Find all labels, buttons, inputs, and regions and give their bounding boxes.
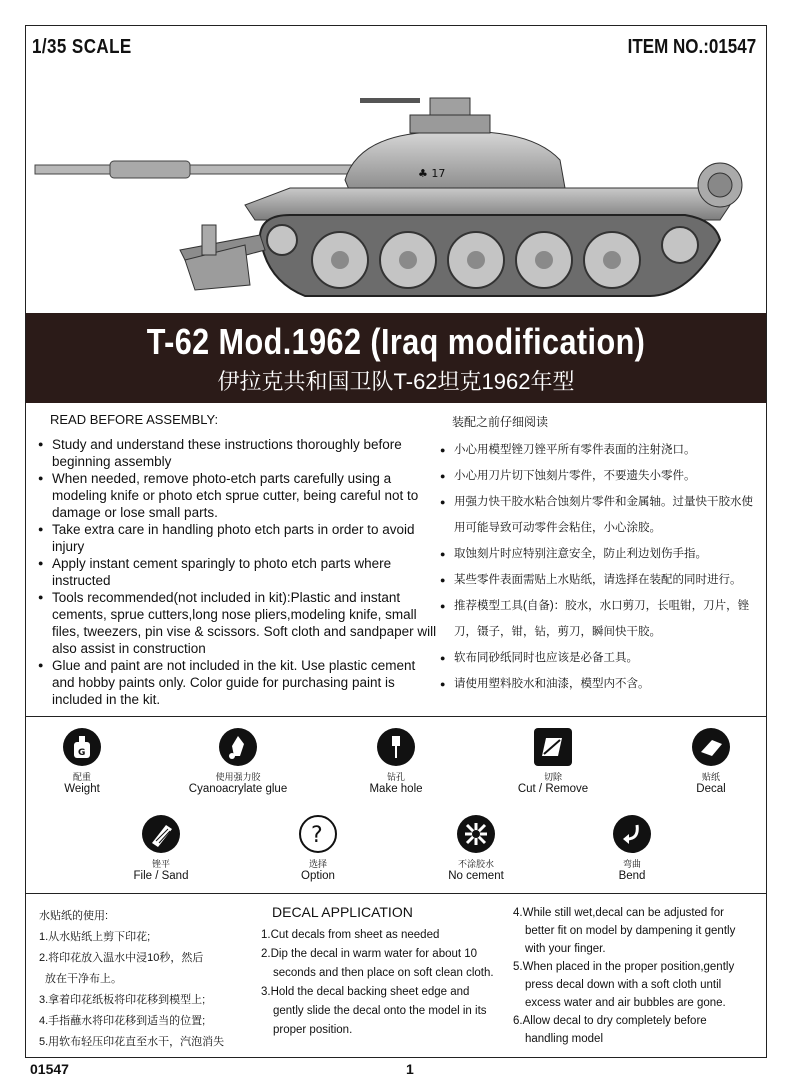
legend-weight	[22, 728, 142, 795]
decal-step: press decal down with a soft cloth until	[525, 979, 722, 991]
legend-hole	[336, 728, 456, 795]
svg-text:G: G	[78, 748, 86, 758]
icon-label: Make hole	[369, 783, 423, 795]
decal-instructions-cn	[39, 906, 224, 1053]
list-item: ● Glue and paint are not included in the kit. Use plastic cement and hobby paints only. Color guide for purchasing paint is included in the kit.	[38, 657, 438, 708]
decal-step: with your finger.	[525, 943, 606, 955]
icon-label: No cement	[448, 870, 504, 882]
read-before-list-cn	[440, 437, 760, 697]
decal-step: 6.Allow decal to dry completely before	[513, 1015, 707, 1027]
bend-icon	[613, 815, 651, 853]
read-before-heading-cn: 装配之前仔细阅读	[452, 415, 549, 429]
icon-label: Option	[301, 870, 335, 882]
decal-step-cn: 1.从水贴纸上剪下印花;	[39, 931, 151, 943]
decal-step-cn: 4.手指蘸水将印花移到适当的位置;	[39, 1015, 206, 1027]
list-item: ● Take extra care in handling photo etch parts in order to avoid injury	[38, 521, 438, 555]
icon-label: Cyanoacrylate glue	[188, 783, 288, 795]
divider	[26, 893, 766, 894]
decal-step: seconds and then place on soft clean cloth.	[273, 967, 494, 979]
decal-step-cn: 3.拿着印花纸板将印花移到模型上;	[39, 994, 206, 1006]
decal-step: 3.Hold the decal backing sheet edge and	[261, 986, 470, 998]
decal-step: 4.While still wet,decal can be adjusted for	[513, 907, 724, 919]
list-item: ● 用强力快干胶水粘合蚀刻片零件和金属轴。过量快干胶水使用可能导致可动零件会粘住，小心涂胶。	[440, 489, 760, 541]
item-code: 01547	[30, 1061, 69, 1077]
legend-decal	[651, 728, 771, 795]
list-item: ● When needed, remove photo-etch parts carefully using a modeling knife or photo etch sprue cutter, being careful not to damage or lose small parts.	[38, 470, 438, 521]
list-item: ● Study and understand these instructions thoroughly before beginning assembly	[38, 436, 438, 470]
list-item: ● 取蚀刻片时应特别注意安全，防止利边划伤手指。	[440, 541, 760, 567]
list-item: ● 软布同砂纸同时也应该是必备工具。	[440, 645, 760, 671]
turret-marking: ♣ 17	[418, 167, 446, 180]
icon-label-cn: 贴纸	[701, 772, 720, 782]
list-item: ● 小心用模型锉刀锉平所有零件表面的注射浇口。	[440, 437, 760, 463]
decal-step: gently slide the decal onto the model in its	[273, 1005, 487, 1017]
list-item: ● 推荐模型工具(自备)：胶水，水口剪刀，长咀钳，刀片，锉刀，镊子，钳，钻，剪刀，瞬间快干胶。	[440, 593, 760, 645]
decal-step: 2.Dip the decal in warm water for about 10	[261, 948, 478, 960]
icon-label-cn: 切除	[543, 772, 562, 782]
cut-icon	[534, 728, 572, 766]
drill-icon	[377, 728, 415, 766]
tank-drawing	[30, 70, 760, 315]
list-item: ● Apply instant cement sparingly to photo etch parts where instructed	[38, 555, 438, 589]
read-before-heading: READ BEFORE ASSEMBLY:	[50, 412, 219, 427]
icon-label: Weight	[64, 783, 100, 795]
decal-heading-cn: 水贴纸的使用:	[39, 910, 109, 922]
legend-bend	[572, 815, 692, 882]
icon-label-cn: 配重	[72, 772, 91, 782]
legend-cut	[493, 728, 613, 795]
title-banner	[26, 313, 766, 403]
divider	[26, 716, 766, 717]
icon-label-cn: 使用强力胶	[215, 772, 261, 782]
decal-steps-left	[261, 926, 516, 1040]
icon-label-cn: 弯曲	[622, 859, 641, 869]
tank-illustration	[30, 70, 760, 315]
decal-step-cn: 5.用软布轻压印花直至水干，汽泡消失	[39, 1036, 225, 1048]
model-title-cn: 伊拉克共和国卫队T-62坦克1962年型	[217, 369, 575, 394]
decal-steps-right	[513, 904, 763, 1048]
read-before-list	[38, 436, 438, 708]
weight-icon	[63, 728, 101, 766]
item-number: ITEM NO.:01547	[627, 36, 756, 58]
decal-heading: DECAL APPLICATION	[272, 904, 413, 920]
legend-option	[258, 815, 378, 882]
icon-label-cn: 选择	[308, 859, 327, 869]
question-mark-icon	[299, 815, 337, 853]
decal-step: 5.When placed in the proper position,gently	[513, 961, 735, 973]
icon-label-cn: 锉平	[151, 859, 170, 869]
page-number: 1	[406, 1061, 414, 1077]
decal-step: 1.Cut decals from sheet as needed	[261, 929, 440, 941]
legend-no-cement	[416, 815, 536, 882]
decal-step-cn: 2.将印花放入温水中浸10秒，然后	[39, 952, 204, 964]
decal-step: excess water and air bubbles are gone.	[525, 997, 726, 1009]
legend-glue	[178, 728, 298, 795]
icon-label: File / Sand	[133, 870, 189, 882]
icon-label-cn: 钻孔	[386, 772, 405, 782]
list-item: ● 请使用塑料胶水和油漆，模型内不含。	[440, 671, 760, 697]
decal-step: handling model	[525, 1033, 604, 1045]
icon-label: Bend	[618, 870, 646, 882]
icon-label: Decal	[696, 783, 726, 795]
icon-label-cn: 不涂胶水	[457, 859, 494, 869]
legend-file	[101, 815, 221, 882]
scale-label: 1/35 SCALE	[32, 36, 132, 58]
decal-step: proper position.	[273, 1024, 353, 1036]
svg-text:?: ?	[311, 823, 323, 847]
list-item: ● Tools recommended(not included in kit):Plastic and instant cements, sprue cutters,long nose pliers,modeling knife, small files, tweezers, pin vise & scissors. Soft cloth and sandpaper will also assist in construction	[38, 589, 438, 657]
list-item: ● 小心用刀片切下蚀刻片零件，不要遗失小零件。	[440, 463, 760, 489]
decal-step: better fit on model by dampening it gently	[525, 925, 736, 937]
model-title: T-62 Mod.1962 (Iraq modification)	[146, 321, 646, 362]
glue-drop-icon	[219, 728, 257, 766]
icon-label: Cut / Remove	[517, 783, 589, 795]
decal-icon	[692, 728, 730, 766]
file-icon	[142, 815, 180, 853]
decal-step-cn: 放在干净布上。	[45, 973, 122, 985]
no-cement-icon	[457, 815, 495, 853]
list-item: ● 某些零件表面需贴上水贴纸，请选择在装配的同时进行。	[440, 567, 760, 593]
